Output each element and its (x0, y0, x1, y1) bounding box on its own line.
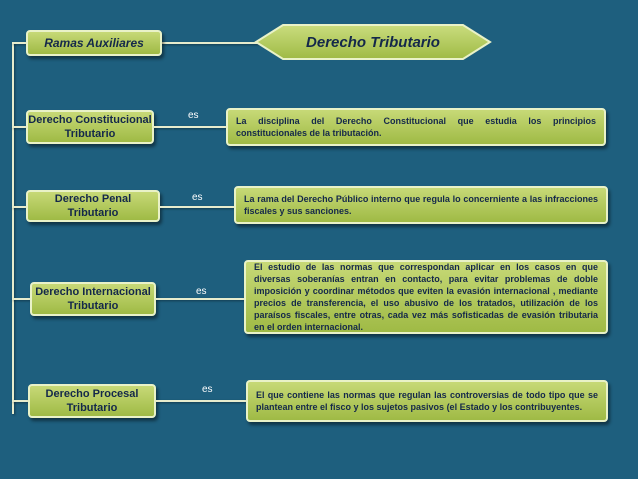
vertical-spine (12, 42, 14, 414)
branch-name-box (28, 384, 156, 418)
spine-branch-connector (12, 400, 28, 402)
branch-name-box (30, 282, 156, 316)
branch-name-box (26, 190, 160, 222)
ramas-auxiliares-label: Ramas Auxiliares (44, 36, 144, 50)
definition-box (246, 380, 608, 422)
connector-es-label: es (192, 192, 203, 203)
spine-branch-connector (12, 126, 26, 128)
definition-text: La disciplina del Derecho Constitucional que estudia los principios constitucionales de la tributación. (236, 116, 596, 138)
branch-name: Derecho Constitucional Tributario (28, 114, 152, 140)
definition-text: El que contiene las normas que regulan las controversias de todo tipo que se plantean entre el fisco y los sujetos pasivos (el Estado y los contribuyentes. (256, 390, 598, 412)
branch-connector-line (156, 400, 248, 402)
connector-es-label: es (196, 286, 207, 297)
branch-name: Derecho Penal Tributario (54, 193, 132, 219)
branch-connector-line (160, 206, 236, 208)
definition-text: La rama del Derecho Público interno que regula lo concerniente a las infracciones fiscales y sus sanciones. (244, 194, 598, 216)
definition-text: El estudio de las normas que correspondan aplicar en los casos en que diversas soberanías entran en contacto, para evitar problemas de doble imposición y coordinar métodos que eviten la evasión internacional , mediante precios de transferencia, el uso abusivo de los tratados, utilización de los paraísos fiscales, entre otras, cada vez más sofisticadas de evasión tributaria en el orden internacional. (254, 262, 598, 332)
connector-es-label: es (188, 110, 199, 121)
spine-branch-connector (12, 298, 30, 300)
title-banner (253, 22, 493, 62)
definition-box (244, 260, 608, 334)
branch-connector-line (154, 126, 228, 128)
title-text: Derecho Tributario (306, 34, 440, 51)
connector-es-label: es (202, 384, 213, 395)
branch-name: Derecho Procesal Tributario (45, 388, 139, 414)
definition-box (226, 108, 606, 146)
branch-name: Derecho Internacional Tributario (35, 286, 151, 312)
ramas-auxiliares-box (26, 30, 162, 56)
branch-name-box (26, 110, 154, 144)
definition-box (234, 186, 608, 224)
branch-connector-line (156, 298, 246, 300)
header-connector-line (160, 42, 260, 44)
spine-branch-connector (12, 206, 26, 208)
